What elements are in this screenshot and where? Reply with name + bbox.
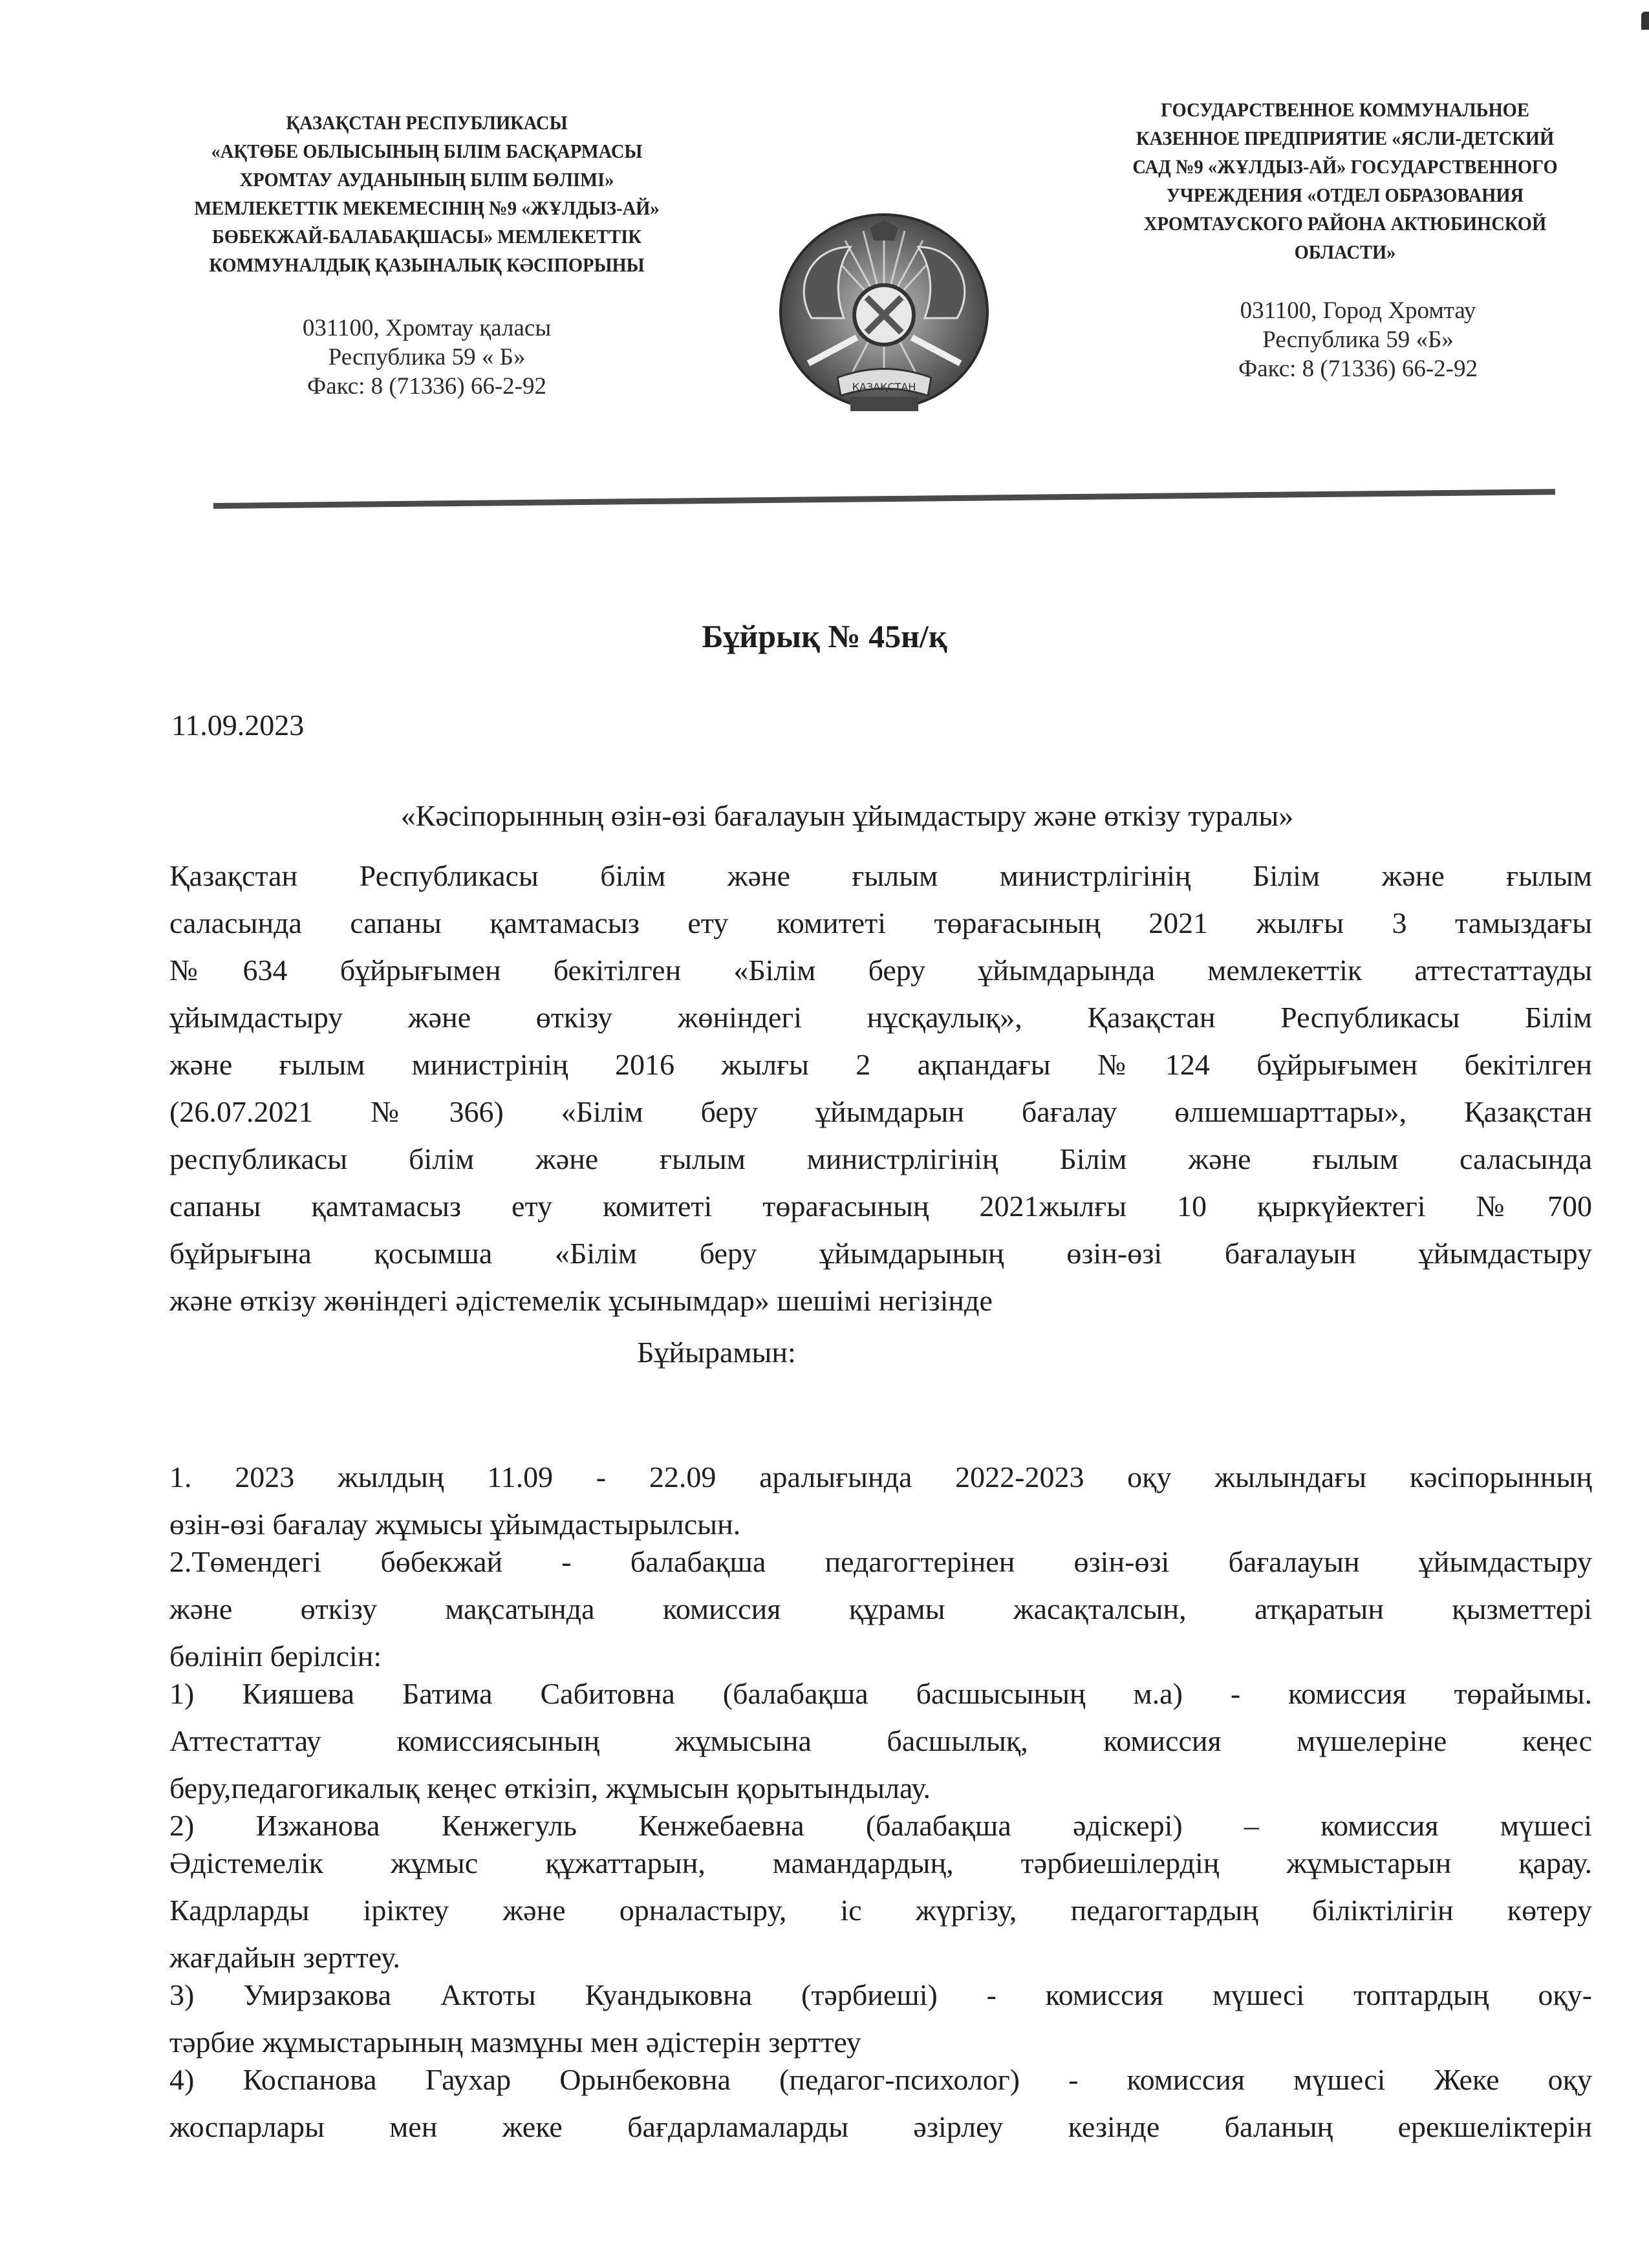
preamble-line: және ғылым министрінің 2016 жылғы 2 ақпандағы №124 бұйрығымен бекітілген [169, 1048, 1592, 1081]
document-title: Бұйрық № 45н/қ [702, 618, 947, 654]
address-line: 031100, Город Хромтау [1240, 297, 1476, 324]
header-right-line: ОБЛАСТИ» [1294, 241, 1396, 263]
preamble-line: №634 бұйрығымен бекітілген «Білім беру ұйымдарында мемлекеттік аттестаттауды [169, 954, 1592, 987]
preamble-line: саласында сапаны қамтамасыз ету комитеті төрағасының 2021 жылғы 3 тамыздағы [169, 906, 1592, 939]
preamble-line: және өткізу жөніндегі әдістемелік ұсынымдар» шешімі негізінде [169, 1284, 993, 1317]
header-left-line: «АҚТӨБЕ ОБЛЫСЫНЫҢ БІЛІМ БАСҚАРМАСЫ [211, 140, 643, 162]
item-line: және өткізу мақсатында комиссия құрамы жасақталсын, атқаратын қызметтері [169, 1592, 1592, 1625]
item-line: 3) Умирзакова Актоты Куандыковна (тәрбиеші) - комиссия мүшесі топтардың оқу- [169, 1978, 1592, 2011]
address-line: Факс: 8 (71336) 66-2-92 [307, 373, 546, 400]
header-right-line: ХРОМТАУСКОГО РАЙОНА АКТЮБИНСКОЙ [1143, 212, 1547, 235]
header-right-line: САД №9 «ЖҰЛДЫЗ-АЙ» ГОСУДАРСТВЕННОГО [1132, 155, 1558, 178]
address-line: 031100, Хромтау қаласы [302, 315, 552, 341]
header-left-line: ХРОМТАУ АУДАНЫНЫҢ БІЛІМ БӨЛІМІ» [239, 168, 614, 191]
item-line: 2.Төмендегі бөбекжай - балабақша педагогтерінен өзін-өзі бағалауын ұйымдастыру [169, 1545, 1592, 1578]
preamble-line: (26.07.2021 №366) «Білім беру ұйымдарын бағалау өлшемшарттары», Қазақстан [169, 1095, 1592, 1128]
header-left-org [153, 109, 700, 279]
header-divider [213, 489, 1555, 509]
address-line: Республика 59 «Б» [1262, 326, 1454, 353]
order-heading: Бұйырамын: [637, 1336, 796, 1369]
preamble-line: сапаны қамтамасыз ету комитеті төрағасының 2021жылғы 10 қыркүйектегі №700 [169, 1190, 1592, 1223]
item-line: жағдайын зерттеу. [169, 1941, 400, 1974]
item-line: 1. 2023 жылдың 11.09 - 22.09 аралығында 2022-2023 оқу жылындағы кәсіпорынның [169, 1460, 1592, 1493]
item-line: беру,педагогикалық кеңес өткізіп, жұмысын қорытындылау. [169, 1771, 931, 1804]
preamble-line: ұйымдастыру және өткізу жөніндегі нұсқаулық», Қазақстан Республикасы Білім [169, 1001, 1592, 1034]
item-line: Әдістемелік жұмыс құжаттарын, мамандардың, тәрбиешілердің жұмыстарын қарау. [169, 1846, 1592, 1879]
item-line: тәрбие жұмыстарының мазмұны мен әдістерін зерттеу [169, 2026, 861, 2059]
item-line: өзін-өзі бағалау жұмысы ұйымдастырылсын. [169, 1508, 741, 1541]
item-line: бөлініп берілсін: [169, 1640, 382, 1673]
header-left-address [194, 314, 660, 401]
scan-edge-mark [1641, 12, 1649, 30]
item-line: Кадрларды іріктеу және орналастыру, іс жүргізу, педагогтардың біліктілігін көтеру [169, 1894, 1592, 1927]
header-right-line: УЧРЕЖДЕНИЯ «ОТДЕЛ ОБРАЗОВАНИЯ [1166, 184, 1524, 206]
header-right-line: КАЗЕННОЕ ПРЕДПРИЯТИЕ «ЯСЛИ-ДЕТСКИЙ [1136, 127, 1555, 149]
header-left-line: БӨБЕКЖАЙ-БАЛАБАҚШАСЫ» МЕМЛЕКЕТТІК [212, 225, 641, 248]
document-date: 11.09.2023 [171, 709, 305, 742]
address-line: Республика 59 « Б» [328, 344, 526, 370]
header-right-line: ГОСУДАРСТВЕННОЕ КОММУНАЛЬНОЕ [1161, 98, 1529, 121]
item-line: 2) Изжанова Кенжегуль Кенжебаевна (балабақша әдіскері) – комиссия мүшесі [169, 1809, 1592, 1842]
item-line: жоспарлары мен жеке бағдарламаларды әзірлеу кезінде баланың ерекшеліктерін [169, 2110, 1592, 2143]
preamble-line: Қазақстан Республикасы білім және ғылым министрлігінің Білім және ғылым [169, 859, 1592, 892]
preamble-paragraph [169, 852, 1592, 1324]
document-subject: «Кәсіпорынның өзін-өзі бағалауын ұйымдастыру және өткізу туралы» [400, 799, 1294, 832]
kazakhstan-state-emblem-icon [773, 208, 996, 422]
order-items [169, 1460, 1592, 2157]
header-left-line: КОММУНАЛДЫҚ ҚАЗЫНАЛЫҚ КӘСІПОРЫНЫ [209, 253, 645, 276]
header-right-address [1125, 296, 1591, 383]
item-line: 4) Коспанова Гаухар Орынбековна (педагог-психолог) - комиссия мүшесі Жеке оқу [169, 2063, 1592, 2096]
address-line: Факс: 8 (71336) 66-2-92 [1238, 356, 1478, 382]
preamble-line: республикасы білім және ғылым министрлігінің Білім және ғылым саласында [169, 1142, 1592, 1175]
emblem-ribbon-text: ҚАЗАҚСТАН [852, 381, 916, 393]
header-left-line: ҚАЗАҚСТАН РЕСПУБЛИКАСЫ [286, 111, 568, 134]
item-line: 1) Кияшева Батима Сабитовна (балабақша басшысының м.а) - комиссия төрайымы. [169, 1677, 1592, 1710]
header-left-line: МЕМЛЕКЕТТІК МЕКЕМЕСІНІҢ №9 «ЖҰЛДЫЗ-АЙ» [194, 197, 660, 219]
header-right-org [1072, 96, 1619, 266]
preamble-line: бұйрығына қосымша «Білім беру ұйымдарының өзін-өзі бағалауын ұйымдастыру [169, 1237, 1592, 1270]
item-line: Аттестаттау комиссиясының жұмысына басшылық, комиссия мүшелеріне кеңес [169, 1724, 1592, 1757]
